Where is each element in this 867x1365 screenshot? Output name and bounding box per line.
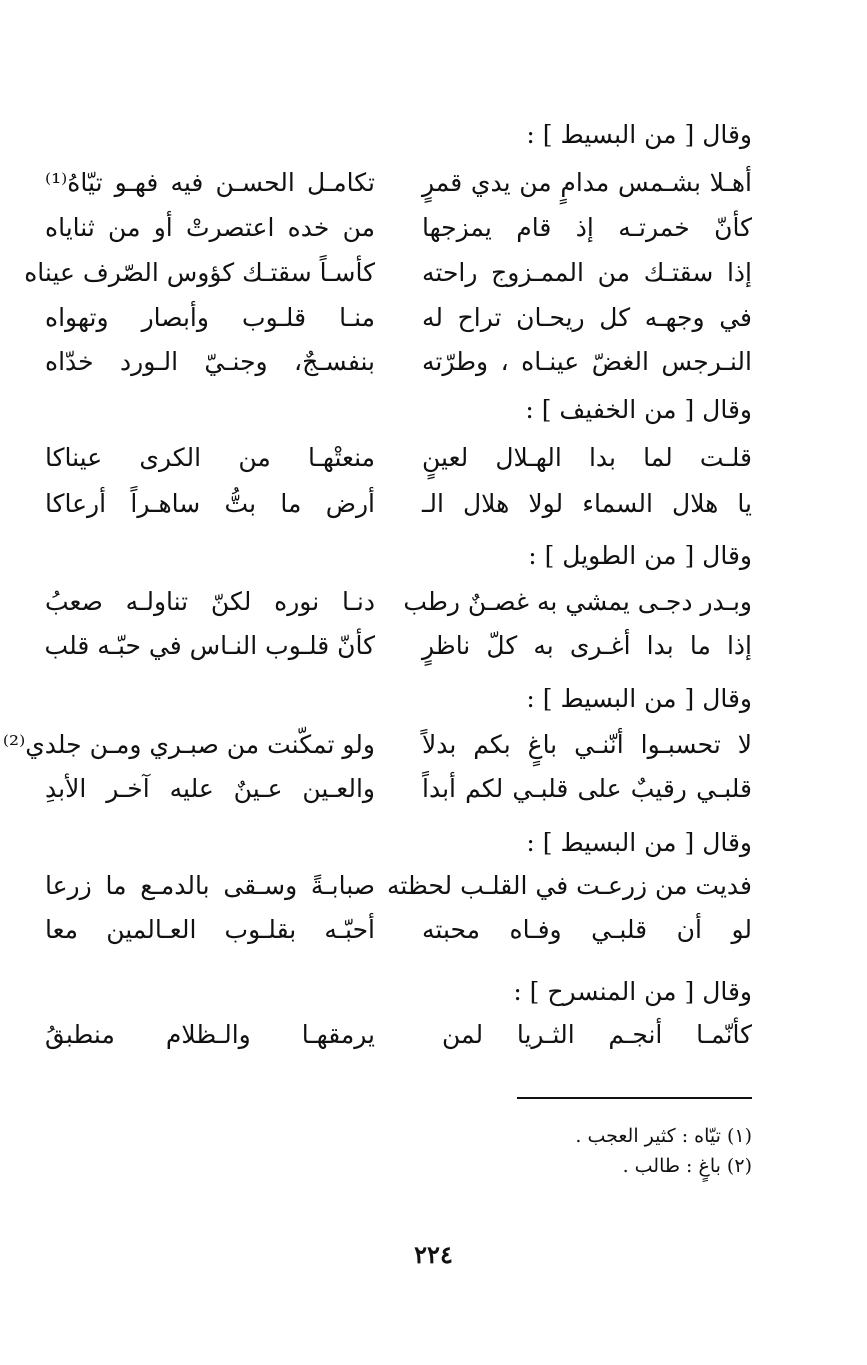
verse-first-hemistich: لو أن قلبـي وفـاه محبته bbox=[422, 915, 752, 944]
verse-second-hemistich: كأنّ قلـوب النـاس في حبّـه قلب bbox=[44, 631, 375, 660]
verse-line bbox=[45, 161, 752, 205]
section-header: وقال [ من المنسرح ] : bbox=[513, 977, 752, 1006]
section-header: وقال [ من الطويل ] : bbox=[528, 541, 752, 570]
verse-line bbox=[45, 436, 752, 480]
verse-second-hemistich: أرض ما بتُّ ساهـراً أرعاكا bbox=[45, 489, 375, 518]
verse-second-hemistich: منعتْهـا من الكرى عيناكا bbox=[45, 443, 375, 472]
verse-first-hemistich: يا هلال السماء لولا هلال الـ bbox=[422, 489, 752, 518]
verse-first-hemistich: إذا سقتـك من الممـزوج راحته bbox=[422, 258, 752, 287]
verse-first-hemistich: النـرجس الغضّ عينـاه ، وطرّته bbox=[422, 347, 752, 376]
verse-second-hemistich: دنـا نوره لكنّ تناولـه صعبُ bbox=[45, 587, 375, 616]
footnote: (١) تيّاه : كثير العجب . bbox=[575, 1125, 752, 1147]
page-number: ٢٢٤ bbox=[414, 1240, 453, 1269]
verse-first-hemistich: وبـدر دجـى يمشي به غصـنٌ رطب bbox=[403, 587, 752, 616]
verse-first-hemistich: قلـت لما بدا الهـلال لعينٍ bbox=[422, 443, 752, 472]
section-header: وقال [ من البسيط ] : bbox=[526, 684, 752, 713]
verse-first-hemistich: قلبـي رقيبٌ على قلبـي لكم أبداً bbox=[422, 774, 752, 803]
verse-second-hemistich: ولو تمكّنت من صبـري ومـن جلدي⁽²⁾ bbox=[2, 730, 375, 759]
verse-line bbox=[24, 251, 752, 295]
verse-line bbox=[45, 296, 752, 340]
footnote: (٢) باغٍ : طالب . bbox=[622, 1155, 752, 1177]
verse-line bbox=[45, 908, 752, 952]
verse-line bbox=[45, 482, 752, 526]
verse-line bbox=[45, 864, 752, 908]
verse-line bbox=[45, 340, 752, 384]
section-header: وقال [ من البسيط ] : bbox=[526, 120, 752, 149]
verse-first-hemistich: كأنّمـا أنجـم الثـريا لمن bbox=[442, 1020, 752, 1049]
verse-second-hemistich: صبابـةً وسـقى بالدمـع ما زرعا bbox=[45, 871, 375, 900]
verse-line bbox=[2, 723, 752, 767]
section-header: وقال [ من البسيط ] : bbox=[526, 828, 752, 857]
verse-second-hemistich: منـا قلـوب وأبصار وتهواه bbox=[45, 303, 375, 332]
verse-second-hemistich: أحبّـه بقلـوب العـالمين معا bbox=[45, 915, 375, 944]
verse-line bbox=[45, 624, 752, 668]
verse-line bbox=[45, 767, 752, 811]
verse-line bbox=[45, 1013, 752, 1057]
verse-first-hemistich: كأنّ خمرتـه إذ قام يمزجها bbox=[422, 213, 752, 242]
verse-second-hemistich: كأسـاً سقتـك كؤوس الصّرف عيناه bbox=[24, 258, 375, 287]
footnote-separator bbox=[517, 1097, 752, 1099]
section-header: وقال [ من الخفيف ] : bbox=[525, 395, 752, 424]
verse-line bbox=[45, 580, 752, 624]
verse-second-hemistich: بنفسـجٌ، وجنـيّ الـورد خدّاه bbox=[45, 347, 375, 376]
verse-second-hemistich: والعـين عـينٌ عليه آخـر الأبدِ bbox=[45, 774, 375, 803]
verse-first-hemistich: إذا ما بدا أغـرى به كلّ ناظرٍ bbox=[422, 631, 752, 660]
verse-second-hemistich: تكامـل الحسـن فيه فهـو تيّاهُ⁽¹⁾ bbox=[45, 168, 375, 197]
verse-second-hemistich: يرمقهـا والـظلام منطبقُ bbox=[45, 1020, 375, 1049]
verse-first-hemistich: لا تحسبـوا أنّنـي باغٍ بكم بدلاً bbox=[422, 730, 752, 759]
verse-line bbox=[45, 206, 752, 250]
verse-first-hemistich: في وجهـه كل ريحـان تراح له bbox=[422, 303, 752, 332]
verse-second-hemistich: من خده اعتصرتْ أو من ثناياه bbox=[45, 213, 375, 242]
verse-first-hemistich: فديت من زرعـت في القلـب لحظته bbox=[386, 871, 752, 900]
verse-first-hemistich: أهـلا بشـمس مدامٍ من يدي قمرٍ bbox=[422, 168, 752, 197]
